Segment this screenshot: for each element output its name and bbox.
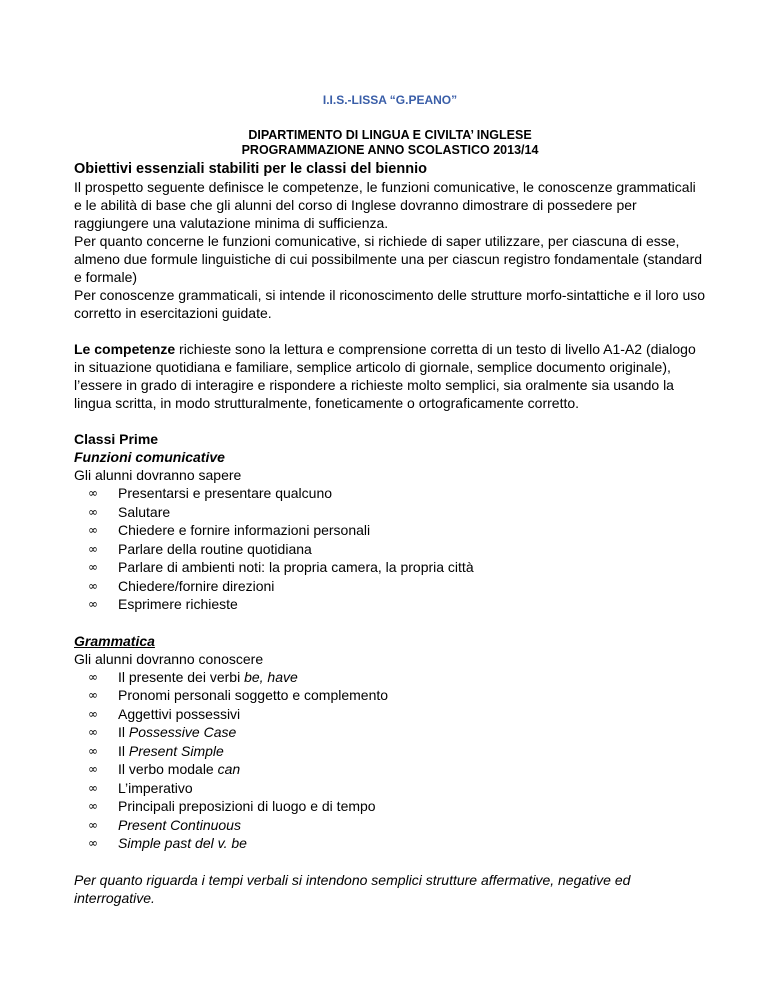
- list-item: ∞ Parlare di ambienti noti: la propria camera, la propria città: [88, 559, 474, 575]
- list-item: ∞ Il verbo modale can: [88, 761, 241, 777]
- infinity-bullet-icon: ∞: [88, 836, 98, 850]
- program-title: PROGRAMMAZIONE ANNO SCOLASTICO 2013/14: [241, 143, 539, 157]
- grammar-list: [74, 668, 706, 853]
- infinity-bullet-icon: ∞: [88, 799, 98, 813]
- grammar-title: Grammatica: [74, 632, 155, 649]
- list-item: ∞ Salutare: [88, 503, 171, 520]
- document-page: [74, 92, 706, 907]
- infinity-bullet-icon: ∞: [88, 523, 98, 537]
- list-item: ∞ Il Possessive Case: [88, 724, 237, 740]
- list-item: ∞ Il Present Simple: [88, 742, 224, 759]
- infinity-bullet-icon: ∞: [88, 706, 98, 721]
- infinity-bullet-icon: ∞: [88, 560, 98, 574]
- infinity-bullet-icon: ∞: [88, 762, 98, 776]
- objectives-paragraph-1: Il prospetto seguente definisce le competenze, le funzioni comunicative, le conoscenze grammaticali e le abilità di base che gli alunni del corso di Inglese dovranno dimostrare di possedere per raggiungere una valutazione minima di sufficienza.: [74, 179, 696, 231]
- list-item: ∞ Esprimere richieste: [88, 596, 238, 612]
- list-item: ∞ Parlare della routine quotidiana: [88, 540, 312, 557]
- list-item: ∞ Aggettivi possessivi: [88, 705, 241, 722]
- list-item: ∞ Chiedere e fornire informazioni personali: [88, 522, 371, 538]
- list-item: ∞ Pronomi personali soggetto e complemento: [88, 687, 389, 703]
- objectives-paragraph-2: Per quanto concerne le funzioni comunicative, si richiede di saper utilizzare, per ciascuna di esse, almeno due formule linguistiche di cui possibilmente una per ciascun registro fondamentale (standard e formale): [74, 233, 703, 285]
- infinity-bullet-icon: ∞: [88, 780, 98, 795]
- infinity-bullet-icon: ∞: [88, 486, 98, 500]
- infinity-bullet-icon: ∞: [88, 817, 98, 832]
- list-item: ∞ Presentarsi e presentare qualcuno: [88, 485, 333, 501]
- department-title: DIPARTIMENTO DI LINGUA E CIVILTA’ INGLESE: [248, 128, 532, 142]
- infinity-bullet-icon: ∞: [88, 725, 98, 739]
- infinity-bullet-icon: ∞: [88, 504, 98, 519]
- objectives-title: Obiettivi essenziali stabiliti per le classi del biennio: [74, 161, 427, 177]
- competences-lead: Le competenze: [74, 341, 176, 357]
- list-item: ∞ Chiedere/fornire direzioni: [88, 577, 275, 594]
- functions-title: Funzioni comunicative: [74, 449, 225, 465]
- list-item: ∞ Il presente dei verbi be, have: [88, 668, 298, 685]
- functions-intro: Gli alunni dovranno sapere: [74, 467, 242, 483]
- verb-tenses-note: Per quanto riguarda i tempi verbali si intendono semplici strutture affermative, negative ed interrogative.: [74, 871, 631, 906]
- grammar-intro: Gli alunni dovranno conoscere: [74, 650, 264, 667]
- school-name: I.I.S.-LISSA “G.PEANO”: [322, 93, 458, 107]
- list-item: ∞ L’imperativo: [88, 779, 193, 796]
- infinity-bullet-icon: ∞: [88, 541, 98, 556]
- infinity-bullet-icon: ∞: [88, 688, 98, 702]
- list-item: ∞ Present Continuous: [88, 816, 241, 833]
- competences-text: richieste sono la lettura e comprensione corretta di un testo di livello A1-A2 (dialogo in situazione quotidiana e familiare, semplice articolo di giornale, semplice documento originale), l’essere in grado di interagire e rispondere a richieste molto semplici, sia oralmente sia usando la lingua scritta, in modo strutturalmente, foneticamente o ortograficamente corretto.: [74, 341, 696, 411]
- objectives-paragraph-3: Per conoscenze grammaticali, si intende il riconoscimento delle strutture morfo-sintattiche e il loro uso corretto in esercitazioni guidate.: [74, 287, 706, 321]
- functions-list: [74, 484, 706, 614]
- infinity-bullet-icon: ∞: [88, 669, 98, 684]
- infinity-bullet-icon: ∞: [88, 743, 98, 758]
- list-item: ∞ Principali preposizioni di luogo e di tempo: [88, 798, 376, 814]
- infinity-bullet-icon: ∞: [88, 578, 98, 593]
- competences-paragraph: [74, 340, 706, 412]
- classi-prime-title: Classi Prime: [74, 431, 159, 447]
- infinity-bullet-icon: ∞: [88, 597, 98, 611]
- list-item: ∞ Simple past del v. be: [88, 835, 247, 851]
